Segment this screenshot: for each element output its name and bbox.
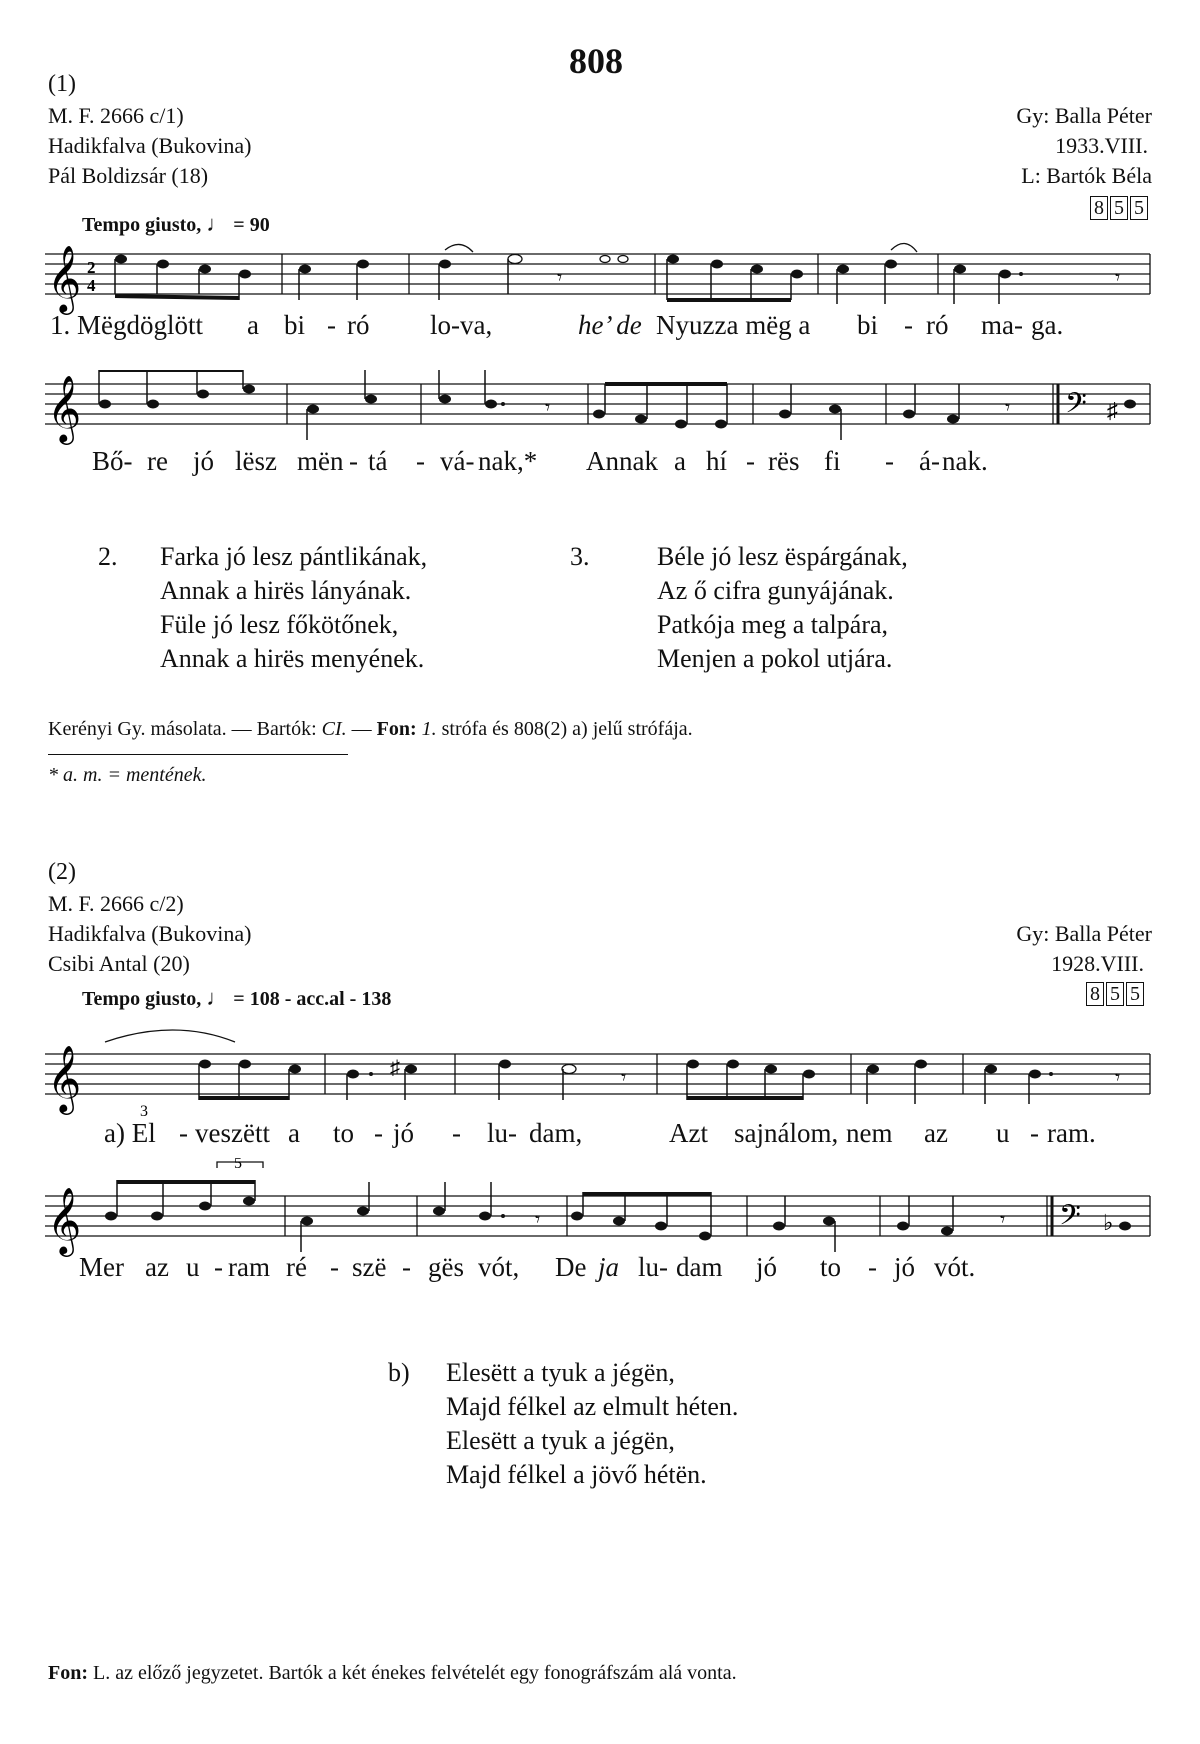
lyric-syllable: nak,* [478, 446, 538, 476]
song1-transcriber: L: Bartók Béla [1021, 163, 1152, 188]
rest-icon: 𝄾 [1115, 1067, 1121, 1089]
song1-place: Hadikfalva (Bukovina) [48, 133, 252, 158]
lyric-syllable: - [452, 1118, 461, 1148]
rest-icon: 𝄾 [535, 1209, 541, 1231]
stanza-line: Menjen a pokol utjára. [657, 644, 893, 673]
song1-staff-1 [45, 240, 1155, 320]
lyric-syllable: ró [926, 310, 949, 340]
lyric-syllable: - [904, 310, 913, 340]
tuplet-label: 5 [234, 1158, 242, 1172]
page-number: 808 [569, 41, 623, 81]
lyric-syllable: dam, [529, 1118, 583, 1148]
lyric-syllable: ré [286, 1252, 307, 1282]
bottom-note-text: L. az előző jegyzetet. Bartók a két énekes felvételét egy fonográfszám alá vonta. [93, 1662, 737, 1684]
lyric-syllable: re [147, 446, 168, 476]
lyric-syllable: lu- [638, 1252, 668, 1282]
lyric-syllable: De [555, 1252, 587, 1282]
song1-lyrics-2 [0, 446, 1200, 480]
note [439, 260, 451, 269]
quarter-note-icon: ♩ [206, 211, 229, 236]
lyric-syllable: - [885, 446, 894, 476]
tempo-label: Tempo giusto, [82, 988, 202, 1010]
lyric-syllable: vót, [478, 1252, 520, 1282]
lyric-syllable: a [288, 1118, 300, 1148]
svg-text:4: 4 [87, 276, 96, 295]
note-text: Fon: [376, 718, 417, 740]
treble-clef-icon: 𝄞 [47, 376, 82, 441]
lyric-syllable: - [374, 1118, 383, 1148]
lyric-syllable: bi [857, 310, 879, 340]
flat-icon: ♭ [1103, 1210, 1114, 1235]
lyric-syllable: ja [598, 1252, 620, 1282]
stanza-line: Béle jó lesz ëspárgának, [657, 542, 908, 571]
tempo-value: = 108 - acc.al - 138 [233, 988, 392, 1010]
stanza-line: Patkója meg a talpára, [657, 610, 889, 639]
treble-clef-icon: 𝄞 [47, 1046, 82, 1111]
song2-code [1084, 982, 1144, 1006]
lyric-syllable: bi [284, 310, 306, 340]
rest-icon: 𝄾 [1000, 1209, 1006, 1231]
code-box: 5 [1130, 196, 1148, 220]
rest-icon: 𝄾 [545, 397, 551, 419]
sharp-icon: ♯ [390, 1057, 400, 1079]
note [791, 270, 803, 279]
lyric-syllable: to [820, 1252, 842, 1282]
song2-lyrics-2 [0, 1252, 1200, 1286]
note [954, 265, 966, 274]
stanza-line: Az ő cifra gunyájának. [657, 576, 894, 605]
lyric-syllable: he’ de [578, 310, 642, 340]
tuplet-label: 3 [140, 1103, 148, 1118]
lyric-syllable: ma- [981, 310, 1023, 340]
lyric-syllable: vá- [440, 446, 475, 476]
stanza-2-number: 2. [98, 542, 118, 571]
lyric-syllable: ram [228, 1252, 270, 1282]
lyric-syllable: dam [676, 1252, 723, 1282]
lyric-syllable: tá [368, 446, 388, 476]
note-text: — [351, 718, 372, 740]
song2-tempo [82, 982, 391, 1015]
song1-staff-2 [45, 370, 1155, 450]
stanza-line: Farka jó lesz pántlikának, [160, 542, 428, 571]
song2-date: 1928.VIII. [1051, 951, 1144, 976]
lyric-syllable: to [333, 1118, 355, 1148]
lyric-syllable: Mer [79, 1252, 124, 1282]
lyric-syllable: Annak [586, 446, 658, 476]
rest-icon: 𝄾 [1115, 267, 1121, 289]
stanza-line: Annak a hirës lányának. [160, 576, 412, 605]
stanza-line: Majd félkel az elmult héten. [446, 1392, 739, 1421]
bottom-note [48, 1662, 737, 1685]
note [199, 265, 211, 274]
song2-lyrics-1 [0, 1118, 1200, 1152]
note [751, 265, 763, 274]
code-box: 5 [1110, 196, 1128, 220]
stanza-line: Elesëtt a tyuk a jégën, [446, 1358, 675, 1387]
bottom-note-label: Fon: [48, 1662, 88, 1684]
lyric-syllable: a [674, 446, 686, 476]
song1-date: 1933.VIII. [1055, 133, 1148, 158]
treble-clef-icon: 𝄞 [47, 1188, 82, 1253]
lyric-syllable: lo-va, [430, 310, 493, 340]
lyric-syllable: vót. [934, 1252, 976, 1282]
lyric-syllable: - [330, 1252, 339, 1282]
note [115, 255, 127, 264]
bass-clef-icon: 𝄢 [1065, 389, 1087, 426]
lyric-syllable: hí [706, 446, 728, 476]
lyric-syllable: ró [347, 310, 370, 340]
footnote: * a. m. = mentének. [48, 764, 207, 786]
treble-clef-icon: 𝄞 [47, 246, 82, 311]
footnote-divider [48, 754, 348, 755]
note-text: strófa és 808(2) a) jelű strófája. [441, 718, 693, 740]
lyric-syllable: - [349, 446, 358, 476]
stanza-3-number: 3. [570, 542, 590, 571]
bass-clef-icon: 𝄢 [1059, 1201, 1081, 1238]
song1-code [1088, 196, 1148, 220]
lyric-syllable: az [924, 1118, 948, 1148]
stanza-2 [160, 540, 427, 676]
stanza-line: Füle jó lesz főkötőnek, [160, 610, 399, 639]
note [667, 255, 679, 264]
stanza-line: Majd félkel a jövő hétën. [446, 1460, 707, 1489]
lyric-syllable: u [186, 1252, 200, 1282]
note-text: Kerényi Gy. másolata. — Bartók: [48, 718, 317, 740]
song2-singer: Csibi Antal (20) [48, 951, 190, 976]
note [999, 270, 1011, 279]
lyric-syllable: ram. [1047, 1118, 1096, 1148]
lyric-syllable: - [327, 310, 336, 340]
song2-collector: Gy: Balla Péter [1016, 921, 1152, 946]
lyric-syllable: fi [824, 446, 841, 476]
stanza-line: Annak a hirës menyének. [160, 644, 425, 673]
time-signature: 2 [87, 258, 96, 277]
lyric-syllable: mën [297, 446, 344, 476]
code-box: 8 [1090, 196, 1108, 220]
lyric-syllable: Nyuzza mëg a [656, 310, 811, 340]
stanza-3 [657, 540, 908, 676]
lyric-syllable: - [416, 446, 425, 476]
code-box: 8 [1086, 982, 1104, 1006]
lyric-syllable: jó [756, 1252, 778, 1282]
lyric-syllable: u [996, 1118, 1010, 1148]
lyric-syllable: nem [846, 1118, 893, 1148]
note [837, 265, 849, 274]
lyric-syllable: jó [894, 1252, 916, 1282]
note [239, 270, 251, 279]
tempo-label: Tempo giusto, [82, 214, 202, 236]
lyric-syllable: jó [193, 446, 215, 476]
lyric-syllable: rës [768, 446, 800, 476]
tempo-value: = 90 [233, 214, 270, 236]
stanza-b-label: b) [388, 1358, 410, 1387]
song2-staff-1 [45, 1018, 1155, 1118]
lyric-syllable: - [1030, 1118, 1039, 1148]
lyric-syllable: sajnálom, [734, 1118, 839, 1148]
song2-number: (2) [48, 859, 76, 885]
note-text: 1. [421, 718, 437, 740]
lyric-syllable: szë [352, 1252, 387, 1282]
rest-icon: 𝄾 [557, 267, 563, 289]
stanza-b [446, 1356, 738, 1492]
lyric-syllable: - [214, 1252, 223, 1282]
lyric-syllable: - [746, 446, 755, 476]
note [885, 260, 897, 269]
song1-lyrics-1 [0, 310, 1200, 344]
lyric-syllable: ga. [1031, 310, 1064, 340]
song2-staff-2 [45, 1158, 1155, 1258]
lyric-syllable: lu- [487, 1118, 517, 1148]
lyric-syllable: veszëtt [195, 1118, 270, 1148]
note [157, 260, 169, 269]
lyric-syllable: az [145, 1252, 169, 1282]
song1-collector: Gy: Balla Péter [1016, 103, 1152, 128]
song1-number: (1) [48, 71, 76, 97]
lyric-syllable: - [868, 1252, 877, 1282]
song1-source-note [48, 718, 693, 741]
note [357, 260, 369, 269]
lyric-syllable: jó [393, 1118, 415, 1148]
rest-icon: 𝄾 [1005, 397, 1011, 419]
code-box: 5 [1106, 982, 1124, 1006]
rest-icon: 𝄾 [621, 1067, 627, 1089]
lyric-syllable: Azt [669, 1118, 708, 1148]
note-text: CI. [321, 718, 347, 740]
note [299, 265, 311, 274]
song1-tempo [82, 208, 270, 241]
note [711, 260, 723, 269]
lyric-syllable: nak. [942, 446, 988, 476]
lyric-syllable: - [402, 1252, 411, 1282]
song2-archive: M. F. 2666 c/2) [48, 891, 184, 916]
stanza-line: Elesëtt a tyuk a jégën, [446, 1426, 675, 1455]
song1-singer: Pál Boldizsár (18) [48, 163, 209, 188]
song1-archive: M. F. 2666 c/1) [48, 103, 184, 128]
lyric-syllable: a [247, 310, 259, 340]
lyric-syllable: gës [428, 1252, 464, 1282]
lyric-syllable: Bő- [92, 446, 133, 476]
lyric-syllable: á- [919, 446, 940, 476]
lyric-syllable: a) El [104, 1118, 156, 1148]
sharp-icon: ♯ [1107, 398, 1118, 423]
lyric-syllable: - [179, 1118, 188, 1148]
song2-place: Hadikfalva (Bukovina) [48, 921, 252, 946]
quarter-note-icon: ♩ [206, 985, 229, 1010]
lyric-syllable: 1. Mëgdöglött [50, 310, 203, 340]
lyric-syllable: lësz [235, 446, 277, 476]
code-box: 5 [1126, 982, 1144, 1006]
